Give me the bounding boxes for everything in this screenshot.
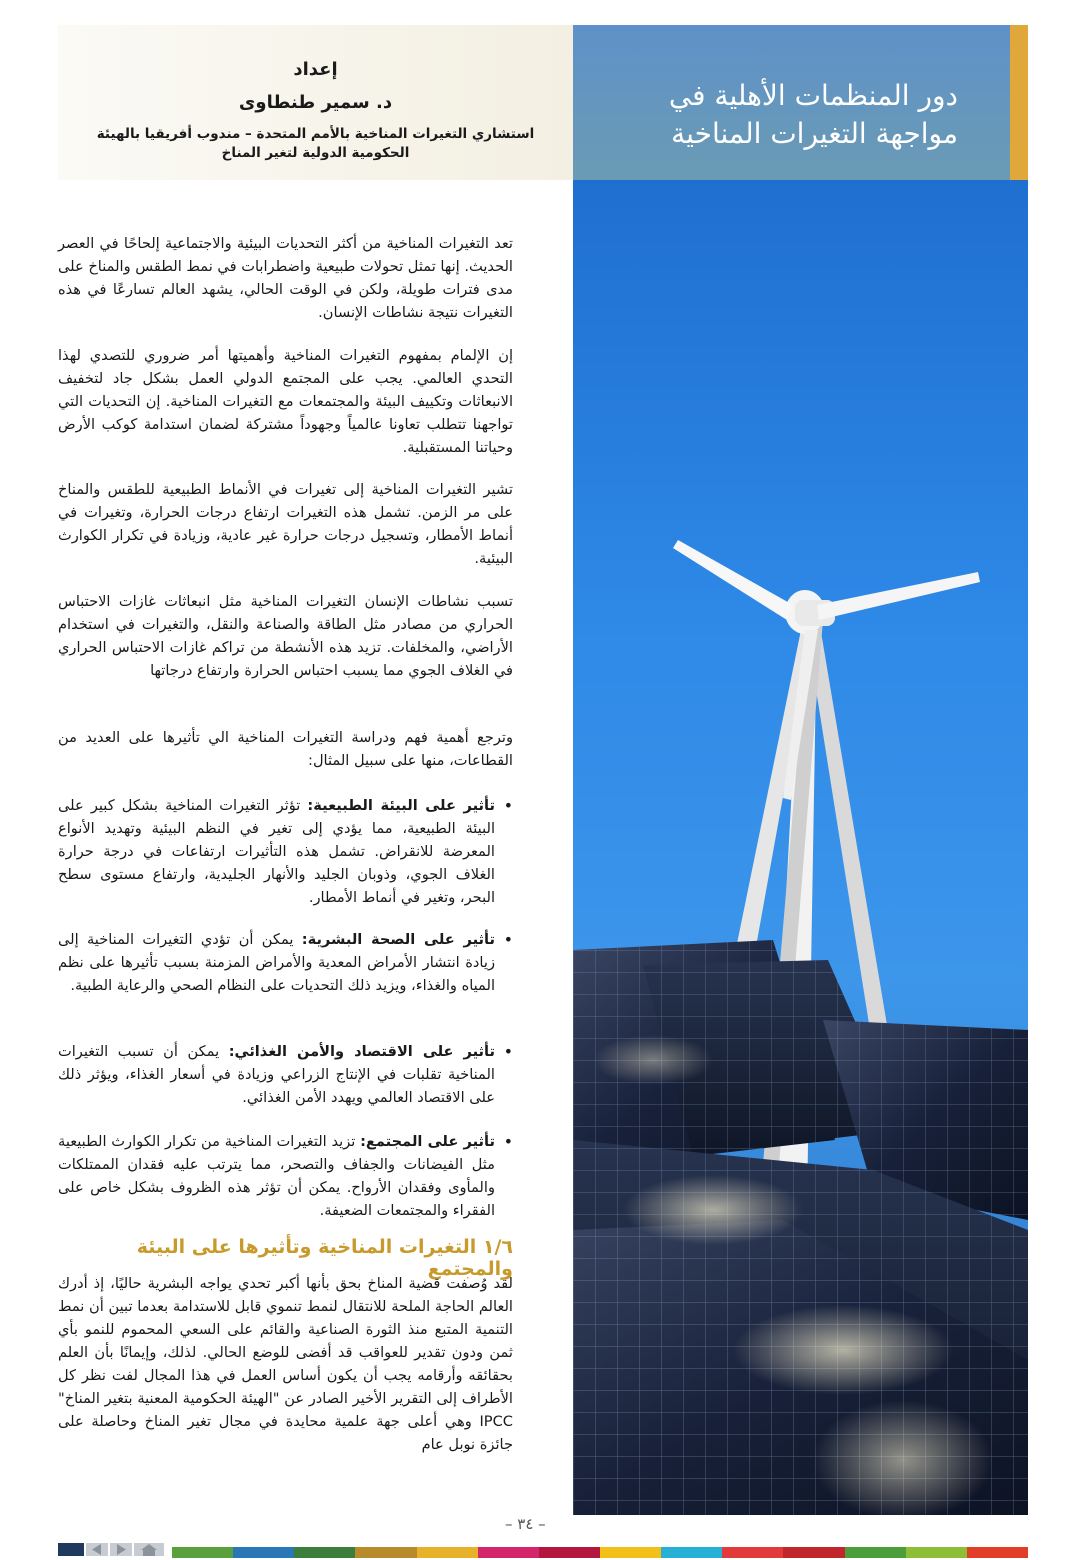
title-banner bbox=[573, 25, 1028, 180]
article-title bbox=[669, 77, 958, 153]
author-kicker: إعداد bbox=[293, 59, 338, 80]
article-title-line1: دور المنظمات الأهلية في bbox=[668, 79, 958, 112]
bullet-icon: • bbox=[503, 1042, 513, 1061]
paragraph-2-text: إن الإلمام بمفهوم التغيرات المناخية وأهميتها أمر ضروري للتصدي لهذا التحدي العالمي. يجب على المجتمع الدولي العمل بشكل جاد لتخفيف الانبعاثات وتكييف البيئة والمجتمعات مع التغيرات المناخية. إن التحديات التي تواجهنا تتطلب تعاونا عالمياً وجهوداً مشتركة لضمان استدامة كوكب الأرض وحياتنا المستقبلية. bbox=[58, 347, 513, 456]
paragraph-2 bbox=[58, 344, 513, 459]
footer-stripe bbox=[967, 1547, 1028, 1558]
list-item-lead: تأثير على الاقتصاد والأمن الغذائي: bbox=[228, 1043, 495, 1060]
footer-stripe bbox=[294, 1547, 355, 1558]
footer-swatch bbox=[58, 1543, 84, 1556]
author-box bbox=[58, 25, 573, 180]
footer-stripe bbox=[845, 1547, 906, 1558]
paragraph-1 bbox=[58, 232, 513, 324]
footer-nav bbox=[58, 1543, 164, 1560]
list-item bbox=[58, 928, 513, 997]
impact-list-4 bbox=[58, 1130, 513, 1222]
list-item-text: تؤثر التغيرات المناخية بشكل كبير على البيئة الطبيعية، مما يؤدي إلى تغير في النظم البيئية وتهديد الأنواع المعرضة للانقراض. تشمل هذه التأثيرات ارتفاعات في درجة حرارة الغلاف الجوي، وذوبان الجليد والأنهار الجليدية، وارتفاع مستوى سطح البحر، وتغير في أنماط الأمطار. bbox=[58, 797, 495, 906]
list-item-lead: تأثير على المجتمع: bbox=[360, 1133, 495, 1150]
paragraph-6 bbox=[58, 1272, 513, 1456]
paragraph-4-text: تسبب نشاطات الإنسان التغيرات المناخية مثل انبعاثات غازات الاحتباس الحراري من مصادر مثل الطاقة والصناعة والنقل، والتغيرات في استخدام الأراضي، والمخلفات. تزيد هذه الأنشطة من تراكم غازات الاحتباس الحراري في الغلاف الجوي مما يسبب احتباس الحرارة وارتفاع درجاتها bbox=[58, 593, 513, 679]
paragraph-1-text: تعد التغيرات المناخية من أكثر التحديات البيئية والاجتماعية إلحاحًا في العصر الحديث. إنها تمثل تحولات طبيعية واضطرابات في نمط الطقس والمناخ على مدى فترات طويلة، ولكن في الوقت الحالي، يشهد العالم تسارعًا في هذه التغيرات نتيجة نشاطات الإنسان. bbox=[58, 235, 513, 321]
footer-stripe bbox=[906, 1547, 967, 1558]
list-item bbox=[58, 1130, 513, 1222]
impact-list-2 bbox=[58, 928, 513, 997]
photo-illustration bbox=[573, 180, 1028, 1515]
footer-stripe bbox=[722, 1547, 783, 1558]
footer-stripe bbox=[539, 1547, 600, 1558]
list-item-lead: تأثير على البيئة الطبيعية: bbox=[307, 797, 495, 814]
footer-stripe bbox=[600, 1547, 661, 1558]
footer-color-stripes bbox=[172, 1547, 1028, 1558]
bullet-icon: • bbox=[503, 930, 513, 949]
footer-stripe bbox=[661, 1547, 722, 1558]
section-heading: ١/٦ التغيرات المناخية وتأثيرها على البيئة والمجتمع bbox=[136, 1236, 513, 1280]
impact-list bbox=[58, 794, 513, 909]
list-item-text: يمكن أن تسبب التغيرات المناخية تقلبات في الإنتاج الزراعي وزيادة في أسعار الغذاء، ويؤثر ذلك على الاقتصاد العالمي ويهدد الأمن الغذائي. bbox=[58, 1043, 495, 1106]
home-icon[interactable] bbox=[134, 1543, 164, 1556]
list-item bbox=[58, 1040, 513, 1109]
list-item-text: يمكن أن تؤدي التغيرات المناخية إلى زيادة انتشار الأمراض المعدية والأمراض المزمنة بسبب تأثيرها على نظم المياه والغذاء، ويزيد ذلك التحديات على النظام الصحي والرعاية الطبية. bbox=[58, 931, 495, 994]
page-number: – ٣٤ – bbox=[505, 1515, 546, 1533]
footer-stripe bbox=[355, 1547, 416, 1558]
paragraph-3-text: تشير التغيرات المناخية إلى تغيرات في الأنماط الطبيعية للطقس والمناخ على مر الزمن. تشمل هذه التغيرات ارتفاع درجات الحرارة، وتغيرات في أنماط الأمطار، وتسجيل درجات حرارة غير عادية، وزيادة في تكرار الكوارث البيئية. bbox=[58, 481, 513, 567]
list-item bbox=[58, 794, 513, 909]
footer-stripe bbox=[783, 1547, 844, 1558]
paragraph-3 bbox=[58, 478, 513, 570]
footer-stripe bbox=[172, 1547, 233, 1558]
title-accent-bar bbox=[1010, 25, 1028, 180]
bullet-icon: • bbox=[503, 796, 513, 815]
bullet-icon: • bbox=[503, 1132, 513, 1151]
paragraph-5-text: وترجع أهمية فهم ودراسة التغيرات المناخية الي تأثيرها على العديد من القطاعات، منها على سبيل المثال: bbox=[58, 729, 513, 769]
author-role: استشاري التغيرات المناخية بالأمم المتحدة – مندوب أفريقيا بالهيئة الحكومية الدولية لتغير المناخ bbox=[96, 126, 535, 161]
arrow-right-icon[interactable] bbox=[110, 1543, 132, 1556]
arrow-left-icon[interactable] bbox=[86, 1543, 108, 1556]
footer-stripe bbox=[233, 1547, 294, 1558]
footer-stripe bbox=[478, 1547, 539, 1558]
wind-turbine-solar-photo bbox=[573, 180, 1028, 1515]
author-name: د. سمير طنطاوى bbox=[238, 92, 393, 113]
list-item-lead: تأثير على الصحة البشرية: bbox=[301, 931, 495, 948]
paragraph-6-text: لقد وُصفت قضية المناخ بحق بأنها أكبر تحدي يواجه البشرية حاليًا، إذ أدرك العالم الحاجة الملحة للانتقال لنمط تنموي قابل للاستدامة بعدما تبين أن نمط التنمية المتبع منذ الثورة الصناعية والقائم على السعي المحموم للنمو بأي ثمن ودون تقدير للعواقب قد أفضى للوضع الحالي. لذلك، وإيمانًا بأن العلم بحقائقه وأرقامه يجب أن يكون أساس العمل في هذا المجال لفت نظر كل الأطراف إلى التقرير الأخير الصادر عن "الهيئة الحكومية المعنية بتغير المناخ" IPCC وهي أعلى جهة علمية محايدة في مجال تغير المناخ وحاصلة على جائزة نوبل عام bbox=[58, 1275, 513, 1453]
impact-list-3 bbox=[58, 1040, 513, 1109]
paragraph-5 bbox=[58, 726, 513, 772]
list-item-text: تزيد التغيرات المناخية من تكرار الكوارث الطبيعية مثل الفيضانات والجفاف والتصحر، مما يترتب عليه فقدان الممتلكات والمأوى وفقدان الأرواح. يمكن أن تؤثر هذه الظروف بشكل خاص على الفقراء والمجتمعات الضعيفة. bbox=[58, 1133, 495, 1219]
article-title-line2: مواجهة التغيرات المناخية bbox=[671, 117, 958, 150]
paragraph-4 bbox=[58, 590, 513, 682]
footer-stripe bbox=[417, 1547, 478, 1558]
